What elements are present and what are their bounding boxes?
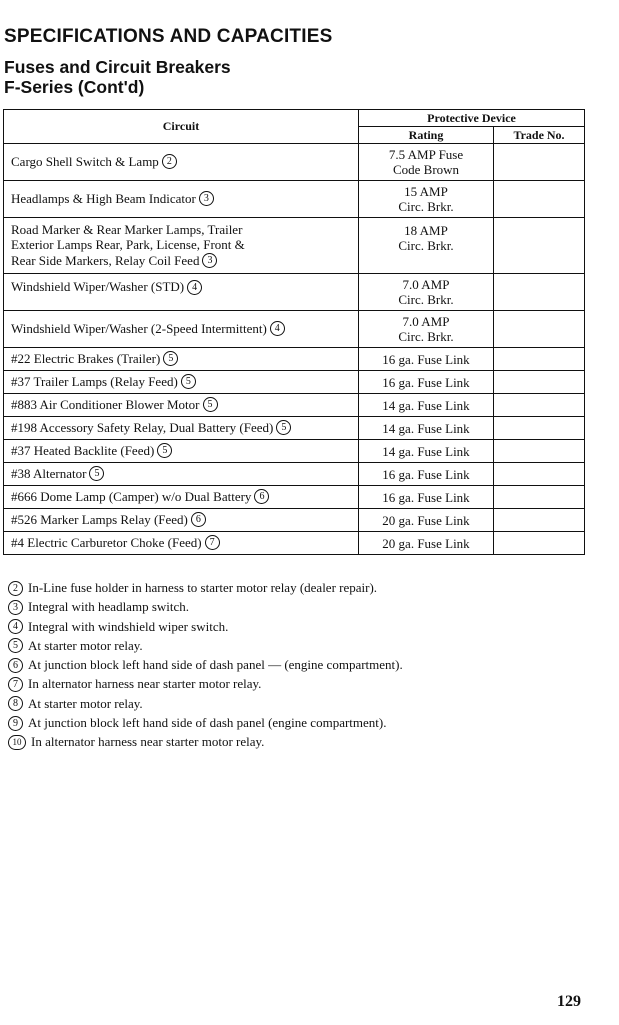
- table-row: [4, 394, 585, 417]
- header-circuit: Circuit: [4, 110, 359, 144]
- table-row: [4, 417, 585, 440]
- trade-no-cell: [494, 144, 585, 181]
- note-marker: 3: [202, 253, 217, 268]
- footnote: 8 At starter motor relay.: [8, 694, 403, 713]
- fuse-spec-table: [3, 109, 585, 555]
- note-marker: 4: [187, 280, 202, 295]
- circuit-cell: #666 Dome Lamp (Camper) w/o Dual Battery 6: [4, 486, 359, 509]
- rating-cell: 20 ga. Fuse Link: [359, 532, 494, 555]
- rating-cell: 14 ga. Fuse Link: [359, 417, 494, 440]
- note-marker: 6: [254, 489, 269, 504]
- rating-cell: 7.0 AMP Circ. Brkr.: [359, 274, 494, 311]
- circuit-cell: #37 Heated Backlite (Feed) 5: [4, 440, 359, 463]
- rating-cell: 16 ga. Fuse Link: [359, 486, 494, 509]
- trade-no-cell: [494, 274, 585, 311]
- circuit-cell: #22 Electric Brakes (Trailer) 5: [4, 348, 359, 371]
- note-marker: 5: [203, 397, 218, 412]
- note-marker: 2: [162, 154, 177, 169]
- table-row: [4, 486, 585, 509]
- header-rating: Rating: [359, 127, 494, 144]
- table-row: [4, 509, 585, 532]
- note-marker: 10: [8, 735, 26, 750]
- trade-no-cell: [494, 417, 585, 440]
- trade-no-cell: [494, 463, 585, 486]
- rating-cell: 20 ga. Fuse Link: [359, 509, 494, 532]
- table-row: [4, 311, 585, 348]
- rating-cell: 16 ga. Fuse Link: [359, 348, 494, 371]
- circuit-cell: Cargo Shell Switch & Lamp 2: [4, 144, 359, 181]
- table-row: [4, 274, 585, 311]
- note-marker: 4: [8, 619, 23, 634]
- circuit-cell: Road Marker & Rear Marker Lamps, Trailer Exterior Lamps Rear, Park, License, Front & Rear Side Markers, Relay Coil Feed 3: [4, 218, 359, 274]
- circuit-cell: #38 Alternator 5: [4, 463, 359, 486]
- rating-cell: 14 ga. Fuse Link: [359, 394, 494, 417]
- subtitle-line-2: F-Series (Cont'd): [4, 77, 145, 97]
- circuit-cell: Headlamps & High Beam Indicator 3: [4, 181, 359, 218]
- rating-cell: 15 AMP Circ. Brkr.: [359, 181, 494, 218]
- note-marker: 4: [270, 321, 285, 336]
- trade-no-cell: [494, 394, 585, 417]
- footnote: 2 In-Line fuse holder in harness to starter motor relay (dealer repair).: [8, 578, 403, 597]
- note-marker: 8: [8, 696, 23, 711]
- table-row: [4, 371, 585, 394]
- note-marker: 6: [191, 512, 206, 527]
- footnote: 6 At junction block left hand side of dash panel — (engine compartment).: [8, 655, 403, 674]
- note-marker: 5: [157, 443, 172, 458]
- trade-no-cell: [494, 311, 585, 348]
- trade-no-cell: [494, 440, 585, 463]
- table-row: [4, 348, 585, 371]
- rating-cell: 14 ga. Fuse Link: [359, 440, 494, 463]
- page-title: SPECIFICATIONS AND CAPACITIES: [4, 26, 333, 47]
- note-marker: 3: [8, 600, 23, 615]
- note-marker: 5: [163, 351, 178, 366]
- table-row: [4, 440, 585, 463]
- note-marker: 6: [8, 658, 23, 673]
- rating-cell: 16 ga. Fuse Link: [359, 463, 494, 486]
- footnotes-list: [8, 578, 403, 752]
- header-trade-no: Trade No.: [494, 127, 585, 144]
- note-marker: 7: [205, 535, 220, 550]
- circuit-cell: #37 Trailer Lamps (Relay Feed) 5: [4, 371, 359, 394]
- circuit-cell: #4 Electric Carburetor Choke (Feed) 7: [4, 532, 359, 555]
- circuit-cell: Windshield Wiper/Washer (STD) 4: [4, 274, 359, 311]
- note-marker: 5: [276, 420, 291, 435]
- footnote: 5 At starter motor relay.: [8, 636, 403, 655]
- rating-cell: 18 AMP Circ. Brkr.: [359, 218, 494, 274]
- footnote: 10 In alternator harness near starter motor relay.: [8, 732, 403, 751]
- trade-no-cell: [494, 348, 585, 371]
- header-protective-device: Protective Device: [359, 110, 585, 127]
- circuit-cell: #198 Accessory Safety Relay, Dual Battery (Feed) 5: [4, 417, 359, 440]
- circuit-cell: #526 Marker Lamps Relay (Feed) 6: [4, 509, 359, 532]
- trade-no-cell: [494, 509, 585, 532]
- page-number: 129: [557, 993, 581, 1010]
- footnote: 7 In alternator harness near starter motor relay.: [8, 674, 403, 693]
- table-row: [4, 532, 585, 555]
- trade-no-cell: [494, 218, 585, 274]
- footnote: 4 Integral with windshield wiper switch.: [8, 617, 403, 636]
- rating-cell: 16 ga. Fuse Link: [359, 371, 494, 394]
- circuit-cell: #883 Air Conditioner Blower Motor 5: [4, 394, 359, 417]
- rating-cell: 7.5 AMP Fuse Code Brown: [359, 144, 494, 181]
- trade-no-cell: [494, 371, 585, 394]
- trade-no-cell: [494, 532, 585, 555]
- note-marker: 7: [8, 677, 23, 692]
- table-row: [4, 181, 585, 218]
- footnote: 3 Integral with headlamp switch.: [8, 597, 403, 616]
- note-marker: 5: [181, 374, 196, 389]
- circuit-cell: Windshield Wiper/Washer (2-Speed Intermittent) 4: [4, 311, 359, 348]
- note-marker: 5: [8, 638, 23, 653]
- subtitle-line-1: Fuses and Circuit Breakers: [4, 57, 231, 77]
- note-marker: 2: [8, 581, 23, 596]
- trade-no-cell: [494, 181, 585, 218]
- table-row: [4, 463, 585, 486]
- rating-cell: 7.0 AMP Circ. Brkr.: [359, 311, 494, 348]
- trade-no-cell: [494, 486, 585, 509]
- table-row: [4, 144, 585, 181]
- note-marker: 5: [89, 466, 104, 481]
- table-row: [4, 218, 585, 274]
- section-subtitle: [4, 57, 231, 97]
- note-marker: 3: [199, 191, 214, 206]
- note-marker: 9: [8, 716, 23, 731]
- footnote: 9 At junction block left hand side of dash panel (engine compartment).: [8, 713, 403, 732]
